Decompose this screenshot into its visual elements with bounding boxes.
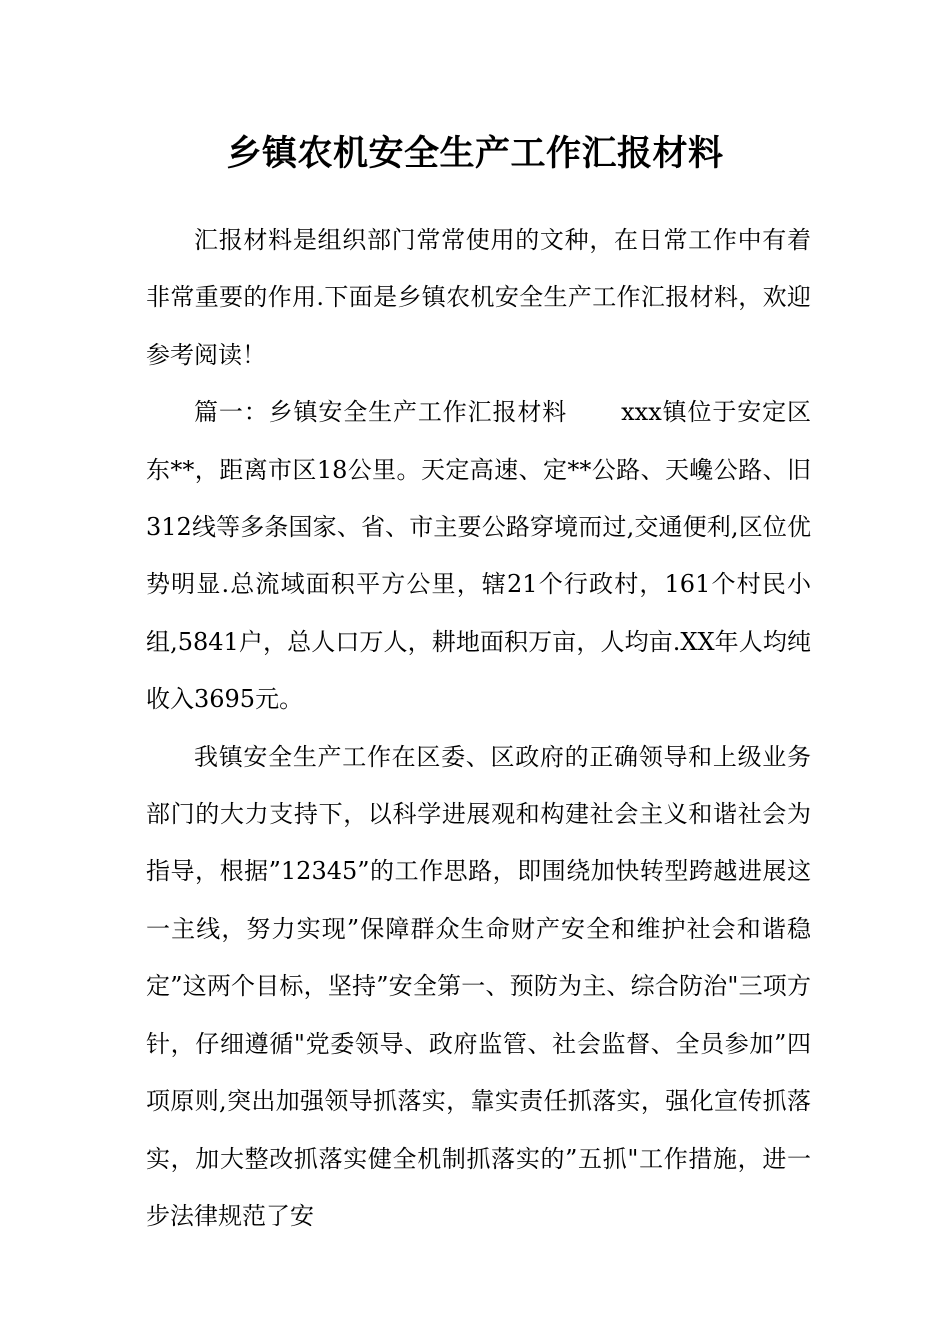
document-body [146,212,811,1245]
paragraph-safety-work [146,729,811,1246]
section-heading: 篇一：乡镇安全生产工作汇报材料 [194,398,568,427]
paragraph-safety-work-text: 我镇安全生产工作在区委、区政府的正确领导和上级业务部门的大力支持下，以科学进展观和构建社会主义和谐社会为指导，根据”12345”的工作思路，即围绕加快转型跨越进展这一主线，努力实现”保障群众生命财产安全和维护社会和谐稳定”这两个目标，坚持”安全第一、预防为主、综合防治"三项方针，仔细遵循"党委领导、政府监管、社会监督、全员参加”四项原则,突出加强领导抓落实，靠实责任抓落实，强化宣传抓落实，加大整改抓落实健全机制抓落实的”五抓"工作措施，进一步法律规范了安 [146,742,811,1230]
paragraph-overview [146,384,811,728]
paragraph-intro [146,212,811,384]
paragraph-intro-text: 汇报材料是组织部门常常使用的文种，在日常工作中有着非常重要的作用.下面是乡镇农机安全生产工作汇报材料，欢迎参考阅读！ [146,226,811,369]
document-title: 乡镇农机安全生产工作汇报材料 [226,133,724,174]
paragraph-overview-text: xxx镇位于安定区东**，距离市区18公里。天定高速、定**公路、天巉公路、旧312线等多条国家、省、市主要公路穿境而过,交通便利,区位优势明显.总流域面积平方公里，辖21个行政村，161个村民小组,5841户，总人口万人，耕地面积万亩，人均亩.XX年人均纯收入3695元。 [146,398,812,714]
